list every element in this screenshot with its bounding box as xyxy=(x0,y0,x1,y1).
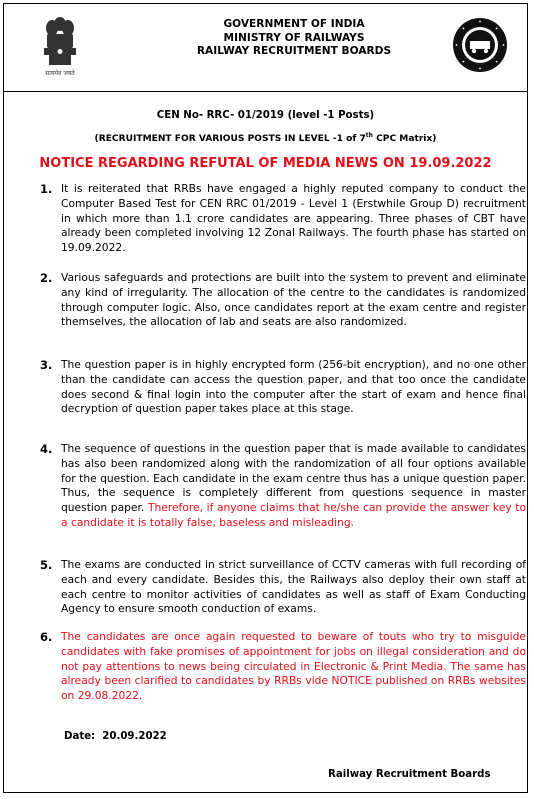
date-value: 20.09.2022 xyxy=(102,731,167,742)
item-number: 3. xyxy=(40,358,53,372)
recruitment-subtitle-superscript: th xyxy=(365,132,373,139)
notice-item-3 xyxy=(42,358,526,417)
notice-item-4 xyxy=(42,442,526,531)
indian-railways-logo-icon xyxy=(452,17,508,73)
item-text-black: The sequence of questions in the question paper that is made available to candidates has also been randomized along with the randomization of all four options available for the question. Each candidate in the exam centre thus has a unique question paper. Thus, the sequence is completely different from questions sequence in master question paper. xyxy=(61,442,526,515)
item-text xyxy=(61,271,526,330)
item-text-red: Therefore, if anyone claims that he/she can provide the answer key to a candidate it is totally false, baseless and misleading. xyxy=(61,501,527,529)
letterhead xyxy=(4,4,527,92)
letterhead-text xyxy=(154,18,434,59)
item-number: 6. xyxy=(40,630,53,644)
item-text xyxy=(61,182,526,256)
notice-item-1 xyxy=(42,182,526,256)
recruitment-subtitle-text-end: CPC Matrix) xyxy=(372,134,437,145)
header-line-1: GOVERNMENT OF INDIA xyxy=(223,18,365,30)
item-text xyxy=(61,630,526,704)
recruitment-subtitle xyxy=(4,132,527,144)
notice-frame xyxy=(3,3,528,793)
cen-number: CEN No- RRC- 01/2019 (level -1 Posts) xyxy=(156,110,375,121)
item-number: 5. xyxy=(40,558,53,572)
item-text-black: The exams are conducted in strict surveillance of CCTV cameras with full recording of each and every candidate. Besides this, the Railways also deploy their own staff at each centre to monitor activities of candidates as well as staff of Exam Conducting Agency to ensure smooth conduction of exams. xyxy=(61,558,526,616)
header-line-2: MINISTRY OF RAILWAYS xyxy=(223,31,365,44)
notice-item-2 xyxy=(42,271,526,330)
item-text xyxy=(61,558,526,617)
notice-item-6 xyxy=(42,630,526,704)
national-emblem-icon xyxy=(40,16,80,78)
item-text xyxy=(61,442,526,531)
item-text-red: The candidates are once again requested to beware of touts who try to misguide candidates with fake promises of appointment for jobs on illegal consideration and do not pay attentions to news being circulated in Electronic & Print Media. The same has already been clarified to candidates by RRBs vide NOTICE published on RRBs websites on 29.08.2022. xyxy=(61,630,526,703)
item-text-black: Various safeguards and protections are built into the system to prevent and eliminate any kind of irregularity. The allocation of the centre to the candidates is randomized through computer logic. Also, once candidates report at the exam centre and register themselves, the allocation of lab and seats are also randomized. xyxy=(61,271,526,329)
header-line-3: RAILWAY RECRUITMENT BOARDS xyxy=(196,45,392,57)
item-number: 1. xyxy=(40,182,53,196)
notice-date xyxy=(64,731,167,742)
item-text xyxy=(61,358,526,417)
item-text-black: It is reiterated that RRBs have engaged a highly reputed company to conduct the Computer Based Test for CEN RRC 01/2019 - Level 1 (Erstwhile Group D) recruitment in which more than 1.1 crore candidates are appearing. Three phases of CBT have already been completed involving 12 Zonal Railways. The fourth phase has started on 19.09.2022. xyxy=(61,182,526,255)
emblem-motto: सत्यमेव जयते xyxy=(45,70,75,77)
item-number: 2. xyxy=(40,271,53,285)
notice-title: NOTICE REGARDING REFUTAL OF MEDIA NEWS ON 19.09.2022 xyxy=(39,156,492,171)
item-text-black: The question paper is in highly encrypted form (256-bit encryption), and no one other than the candidate can access the question paper, and that too once the candidate does second & final login into the computer after the start of exam and hence final decryption of question paper takes place at this stage. xyxy=(61,358,526,416)
signature: Railway Recruitment Boards xyxy=(328,769,491,780)
date-label: Date: xyxy=(64,731,96,742)
recruitment-subtitle-text: (RECRUITMENT FOR VARIOUS POSTS IN LEVEL -1 of 7 xyxy=(94,134,366,145)
item-number: 4. xyxy=(40,442,53,456)
notice-item-5 xyxy=(42,558,526,617)
